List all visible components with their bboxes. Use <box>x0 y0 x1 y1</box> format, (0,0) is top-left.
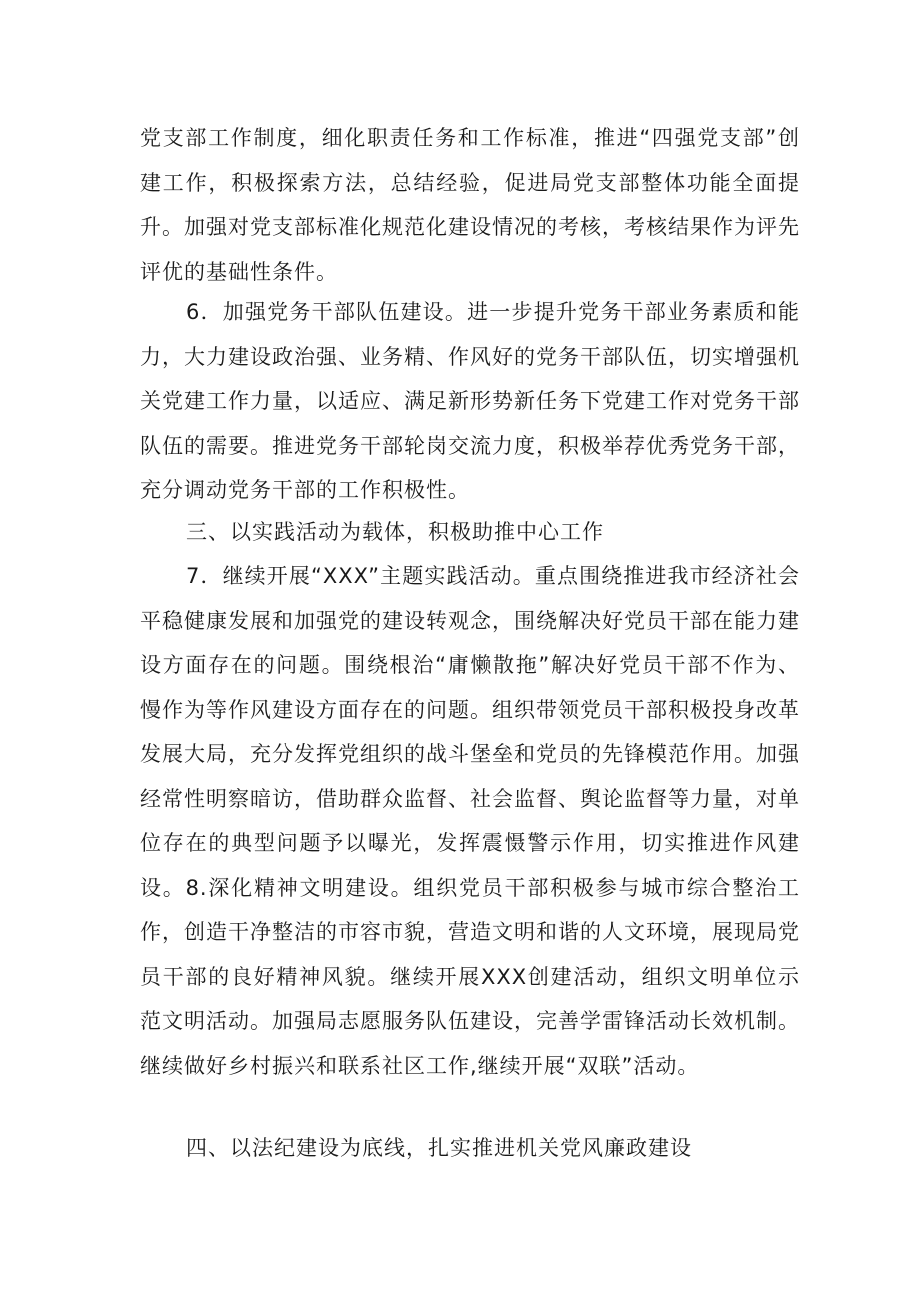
paragraph-item-6: 6．加强党务干部队伍建设。进一步提升党务干部业务素质和能力，大力建设政治强、业务精、作风好的党务干部队伍，切实增强机关党建工作力量，以适应、满足新形势新任务下党建工作对党务干部队伍的需要。推进党务干部轮岗交流力度，积极举荐优秀党务干部，充分调动党务干部的工作积极性。 <box>140 300 800 502</box>
paragraph-item-7-8: 7．继续开展“XXX”主题实践活动。重点围绕推进我市经济社会平稳健康发展和加强党的建设转观念，围绕解决好党员干部在能力建设方面存在的问题。围绕根治“庸懒散拖”解决好党员干部不作为、慢作为等作风建设方面存在的问题。组织带领党员干部积极投身改革发展大局，充分发挥党组织的战斗堡垒和党员的先锋模范作用。加强经常性明察暗访，借助群众监督、社会监督、舆论监督等力量，对单位存在的典型问题予以曝光，发挥震慑警示作用，切实推进作风建设。8.深化精神文明建设。组织党员干部积极参与城市综合整治工作，创造干净整洁的市容市貌，营造文明和谐的人文环境，展现局党员干部的良好精神风貌。继续开展XXX创建活动，组织文明单位示范文明活动。加强局志愿服务队伍建设，完善学雷锋活动长效机制。继续做好乡村振兴和联系社区工作,继续开展“双联”活动。 <box>140 564 800 1078</box>
section-heading-4: 四、以法纪建设为底线，扎实推进机关党风廉政建设 <box>186 1136 692 1160</box>
paragraph-branch-system: 党支部工作制度，细化职责任务和工作标准，推进“四强党支部”创建工作，积极探索方法，总结经验，促进局党支部整体功能全面提升。加强对党支部标准化规范化建设情况的考核，考核结果作为评先评优的基础性条件。 <box>140 126 800 284</box>
section-heading-3: 三、以实践活动为载体，积极助推中心工作 <box>186 520 604 544</box>
